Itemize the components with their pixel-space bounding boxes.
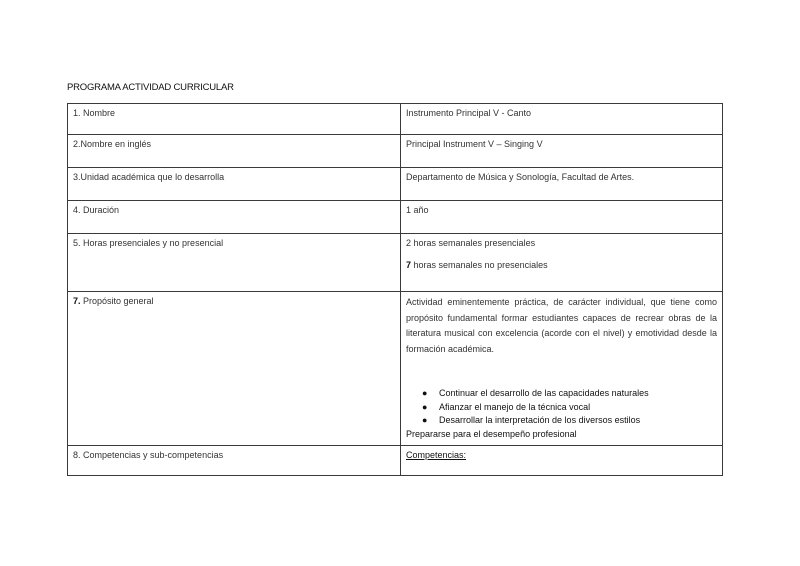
row-label-unidad: 3.Unidad académica que lo desarrolla: [68, 168, 401, 201]
proposito-goals-list: [406, 387, 717, 428]
horas-no-presenciales: [406, 259, 717, 271]
list-item: [422, 387, 717, 401]
row-label-proposito: [68, 292, 401, 446]
row-value-nombre: Instrumento Principal V - Canto: [401, 104, 723, 135]
bullet-icon: ●: [422, 388, 428, 398]
row-value-nombre-ingles: Principal Instrument V – Singing V: [401, 135, 723, 168]
proposito-goal-extra: Prepararse para el desempeño profesional: [406, 428, 577, 439]
goal-text: Afianzar el manejo de la técnica vocal: [439, 401, 591, 412]
table-row: [68, 201, 723, 234]
row-label-nombre: 1. Nombre: [68, 104, 401, 135]
horas-no-presenciales-text: horas semanales no presenciales: [411, 260, 548, 270]
table-row: [68, 234, 723, 292]
row-value-proposito: [401, 292, 723, 446]
list-item: [422, 401, 717, 415]
table-row: [68, 104, 723, 135]
competencias-heading: Competencias:: [406, 450, 467, 460]
row-value-unidad: Departamento de Música y Sonología, Facultad de Artes.: [401, 168, 723, 201]
horas-no-presenciales-number: 7: [406, 260, 412, 270]
row-value-duracion: 1 año: [401, 201, 723, 234]
table-row: [68, 135, 723, 168]
proposito-description: Actividad eminentemente práctica, de carácter individual, que tiene como propósito fundamental formar estudiantes capaces de recrear obras de la literatura musical con excelencia (acorde con el nivel) y emotividad desde la formación académica.: [406, 297, 717, 354]
bullet-icon: ●: [422, 401, 428, 412]
row-label-duracion: 4. Duración: [68, 201, 401, 234]
document-title: PROGRAMA ACTIVIDAD CURRICULAR: [67, 82, 234, 93]
row-label-nombre-ingles: 2.Nombre en inglés: [68, 135, 401, 168]
list-item: [422, 414, 717, 428]
row-value-horas: [401, 234, 723, 292]
horas-presenciales: 2 horas semanales presenciales: [406, 238, 536, 248]
curricular-program-table: [67, 103, 723, 476]
goal-text: Continuar el desarrollo de las capacidades naturales: [439, 388, 649, 398]
table-row: [68, 292, 723, 446]
proposito-label-text: Propósito general: [80, 296, 154, 306]
goal-text: Desarrollar la interpretación de los diversos estilos: [439, 415, 641, 425]
row-label-horas: 5. Horas presenciales y no presencial: [68, 234, 401, 292]
row-label-competencias: 8. Competencias y sub-competencias: [68, 446, 401, 476]
table-row: [68, 168, 723, 201]
proposito-label-number: 7.: [73, 296, 81, 306]
table-row: [68, 446, 723, 476]
bullet-icon: ●: [422, 415, 428, 425]
row-value-competencias: [401, 446, 723, 476]
